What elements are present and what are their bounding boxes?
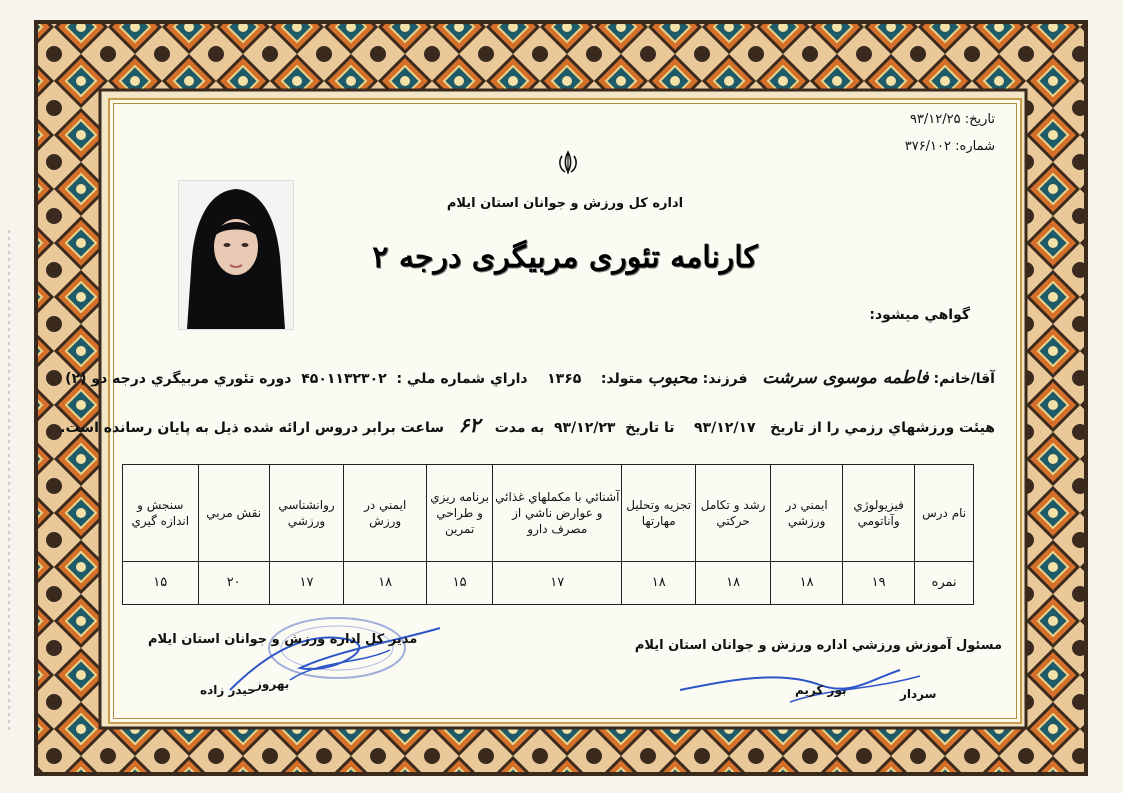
table-header-cell: سنجش و اندازه گيري <box>123 465 199 562</box>
father-label: فرزند: <box>702 371 748 387</box>
national-id: ۴۵۰۱۱۳۲۳۰۲ <box>301 371 387 387</box>
grade-cell: ۱۷ <box>493 562 622 605</box>
holder-prefix: آقا/خانم: <box>933 371 995 387</box>
director-first-name: بهروز <box>255 677 290 691</box>
table-header-cell: تجزيه وتحليل مهارتها <box>622 465 695 562</box>
grade-cell: ۱۹ <box>843 562 915 605</box>
trainer-title: مسئول آموزش ورزشي اداره ورزش و جوانان استان ايلام <box>634 638 1002 653</box>
born-year: ۱۳۶۵ <box>547 371 582 387</box>
grades-value-row <box>123 562 974 605</box>
period-text-3: به مدت <box>494 420 545 436</box>
number-label: شماره: <box>955 139 995 154</box>
grade-cell: ۱۸ <box>622 562 695 605</box>
grade-cell: ۱۸ <box>344 562 427 605</box>
table-header-cell: رشد و تكامل حركتي <box>695 465 770 562</box>
period-text-4: ساعت برابر دروس ارائه شده ذيل به پايان رسانده است. <box>60 420 445 436</box>
grade-cell: ۱۵ <box>123 562 199 605</box>
grade-cell: ۱۵ <box>427 562 493 605</box>
grade-cell: ۱۷ <box>269 562 343 605</box>
portrait-photo <box>178 180 294 330</box>
iran-emblem-icon <box>555 150 581 176</box>
date-line <box>910 112 995 127</box>
grade-cell: ۱۸ <box>771 562 843 605</box>
course-hours: ۶۲ <box>458 413 481 437</box>
trainer-first-name: سردار <box>900 687 937 701</box>
holder-name: فاطمه موسوی سرشت <box>762 368 929 388</box>
born-label: متولد: <box>600 371 643 387</box>
certificate-title: كارنامه تئوری مربيگری درجه ۲ <box>372 240 758 275</box>
national-id-label: داراي شماره ملي : <box>396 371 528 387</box>
date-label: تاريخ: <box>964 112 995 127</box>
period-to-date: ۹۳/۱۲/۲۳ <box>553 420 616 436</box>
period-text-2: تا تاريخ <box>625 420 675 436</box>
certificate-sheet <box>60 98 1022 724</box>
trainer-last-name: بور كريم <box>795 683 847 697</box>
organization-name: اداره كل ورزش و جوانان استان ايلام <box>446 196 684 211</box>
table-header-cell: برنامه ريزي و طراحي تمرين <box>427 465 493 562</box>
grade-cell: ۱۸ <box>695 562 770 605</box>
table-header-cell: ايمني در ورزشي <box>771 465 843 562</box>
table-header-cell: نام درس <box>915 465 974 562</box>
table-header-cell: ايمني در ورزش <box>344 465 427 562</box>
attestation-label: گواهي ميشود: <box>869 307 970 323</box>
father-name: محبوب <box>647 368 698 388</box>
table-header-cell: نقش مربي <box>198 465 269 562</box>
table-header-cell: روانشناسي ورزشي <box>269 465 343 562</box>
number-line <box>905 139 995 154</box>
table-header-cell: آشنائي با مكملهاي غذائي و عوارض ناشي از مصرف دارو <box>493 465 622 562</box>
date-value: ۹۳/۱۲/۲۵ <box>909 112 961 127</box>
period-text-1: هيئت ورزشهاي رزمي را از تاريخ <box>770 420 995 436</box>
director-title: مدير كل اداره ورزش و جوانان استان ايلام <box>148 632 418 647</box>
holder-info-line <box>65 368 995 388</box>
grades-header-row <box>123 465 974 562</box>
director-last-name: حيدر زاده <box>200 683 256 697</box>
grades-table <box>122 464 974 605</box>
row-label-cell: نمره <box>915 562 974 605</box>
grade-cell: ۲۰ <box>198 562 269 605</box>
period-from-date: ۹۳/۱۲/۱۷ <box>694 420 756 436</box>
margin-note-strip <box>4 230 14 730</box>
course-period-line <box>60 413 995 437</box>
course-name: دوره تئوري مربيگري درجه دو (۲) <box>65 371 292 387</box>
number-value: ۳۷۶/۱۰۲ <box>904 139 952 154</box>
table-header-cell: فيزيولوژي وآناتومي <box>843 465 915 562</box>
